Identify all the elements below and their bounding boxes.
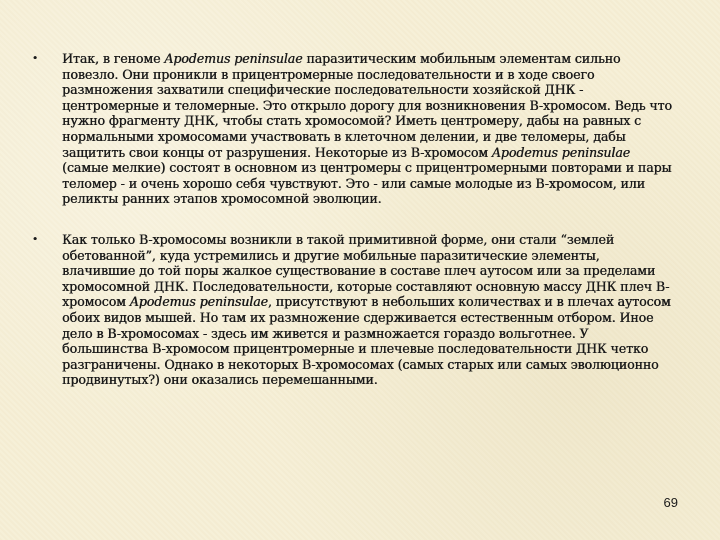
bullet-list bbox=[32, 51, 672, 388]
text-run: Итак, в геноме bbox=[62, 51, 165, 66]
text-run: паразитическим мобильным элементам сильно повезло. Они проникли в прицентромерные последовательности и в ходе своего размножения захватили специфические последовательности хозяйской ДНК - центромерные и теломерные. Это открыло дорогу для возникновения B-хромосом. Ведь что нужно фрагменту ДНК, чтобы стать хромосомой? Иметь центромеру, дабы на равных с нормальными хромосомами участвовать в клеточном делении, и две теломеры, дабы защитить свои концы от разрушения. Некоторые из B-хромосом bbox=[62, 51, 672, 160]
text-run: (самые мелкие) состоят в основном из центромеры с прицентромерными повторами и пары теломер - и очень хорошо себя чувствуют. Это - или самые молодые из B-хромосом, или реликты ранних этапов хромосомной эволюции. bbox=[62, 160, 672, 207]
bullet-marker: • bbox=[32, 233, 38, 245]
bullet-item-2 bbox=[32, 232, 672, 388]
bullet-item-1 bbox=[32, 51, 672, 207]
species-name: Apodemus peninsulae bbox=[129, 294, 268, 310]
bullet-text bbox=[62, 51, 672, 206]
text-run: Как только B-хромосомы возникли в такой примитивной форме, они стали “землей обетованной”, куда устремились и другие мобильные паразитические элементы, влачившие до той поры жалкое существование в составе плеч аутосом или за пределами хромосомной ДНК. Последовательности, которые составляют основную массу ДНК плеч B-хромосом bbox=[62, 231, 670, 310]
text-run: , присутствуют в небольших количествах и в плечах аутосом обоих видов мышей. Но там их размножение сдерживается естественным отбором. Иное дело в B-хромосомах - здесь им живется и размножается гораздо вольготнее. У большинства B-хромосом прицентромерные и плечевые последовательности ДНК четко разграничены. Однако в некоторых B-хромосомах (самых старых или самых эволюционно продвинутых?) они оказались перемешанными. bbox=[62, 294, 671, 388]
species-name: Apodemus peninsulae bbox=[491, 144, 630, 160]
page-number: 69 bbox=[663, 495, 678, 510]
bullet-marker: • bbox=[32, 53, 38, 64]
species-name: Apodemus peninsulae bbox=[164, 51, 303, 66]
bullet-text bbox=[62, 232, 671, 387]
